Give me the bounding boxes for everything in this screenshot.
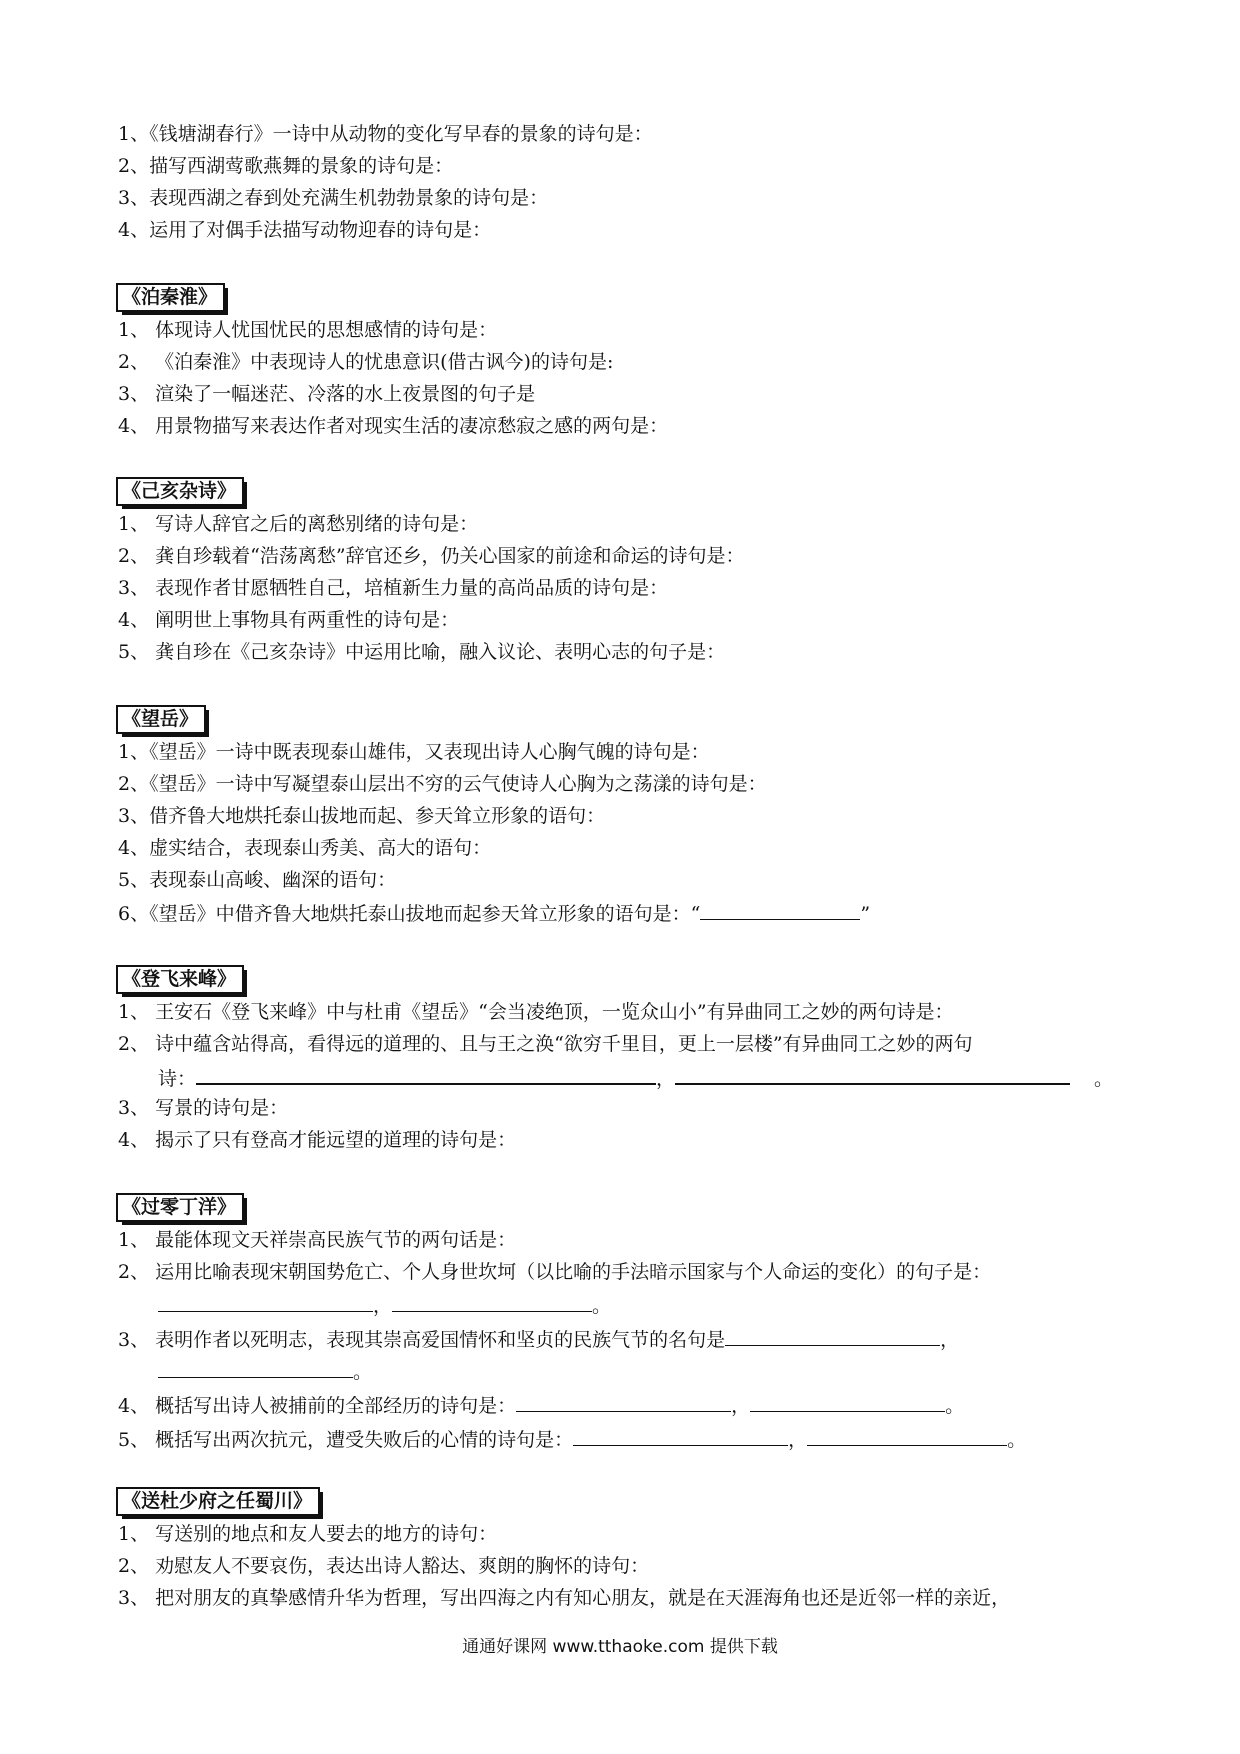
answer-blank[interactable] xyxy=(700,901,860,920)
question-line: 2、 诗中蕴含站得高，看得远的道理的、且与王之涣“欲穷千里目，更上一层楼”有异曲同工之妙的两句 xyxy=(118,1033,973,1055)
question-text: 诗： xyxy=(158,1068,197,1090)
question-text: 3、 表明作者以死明志，表现其崇高爱国情怀和坚贞的民族气节的名句是 xyxy=(118,1329,726,1351)
question-line xyxy=(118,1427,1026,1451)
question-line xyxy=(158,1065,1113,1090)
question-line: 4、 用景物描写来表达作者对现实生活的凄凉愁寂之感的两句是： xyxy=(118,415,669,437)
section-title: 《登飞来峰》 xyxy=(116,965,244,994)
question-line: 3、 表现作者甘愿牺牲自己，培植新生力量的高尚品质的诗句是： xyxy=(118,577,669,599)
question-line: 2、 运用比喻表现宋朝国势危亡、个人身世坎坷（以比喻的手法暗示国家与个人命运的变化）的句子是： xyxy=(118,1261,992,1283)
answer-blank[interactable] xyxy=(516,1393,731,1412)
question-line: 3、表现西湖之春到处充满生机勃勃景象的诗句是： xyxy=(118,187,549,209)
comma: ， xyxy=(373,1295,393,1317)
question-line: 3、借齐鲁大地烘托泰山拔地而起、参天耸立形象的语句： xyxy=(118,805,606,827)
period: 。 xyxy=(1094,1068,1114,1090)
comma: ， xyxy=(656,1068,676,1090)
answer-blank[interactable] xyxy=(158,1359,353,1378)
question-line: 1、 体现诗人忧国忧民的思想感情的诗句是： xyxy=(118,319,498,341)
question-line: 5、表现泰山高峻、幽深的语句： xyxy=(118,869,397,891)
period: 。 xyxy=(1007,1429,1027,1451)
close-quote: ” xyxy=(860,903,871,925)
question-line: 1、《钱塘湖春行》一诗中从动物的变化写早春的景象的诗句是： xyxy=(118,123,653,145)
section-title: 《过零丁洋》 xyxy=(116,1193,244,1222)
question-line: 2、描写西湖莺歌燕舞的景象的诗句是： xyxy=(118,155,454,177)
question-line: 1、 最能体现文天祥崇高民族气节的两句话是： xyxy=(118,1229,517,1251)
comma: ， xyxy=(731,1395,751,1417)
question-line: 1、 写送别的地点和友人要去的地方的诗句： xyxy=(118,1523,498,1545)
question-line: 5、 龚自珍在《己亥杂诗》中运用比喻，融入议论、表明心志的句子是： xyxy=(118,641,726,663)
question-line: 1、《望岳》一诗中既表现泰山雄伟，又表现出诗人心胸气魄的诗句是： xyxy=(118,741,710,763)
section-title: 《己亥杂诗》 xyxy=(116,477,244,506)
question-line xyxy=(158,1293,611,1317)
question-line: 2、《望岳》一诗中写凝望泰山层出不穷的云气使诗人心胸为之荡漾的诗句是： xyxy=(118,773,767,795)
question-text: 6、《望岳》中借齐鲁大地烘托泰山拔地而起参天耸立形象的语句是：“ xyxy=(118,903,701,925)
question-text: 5、 概括写出两次抗元，遭受失败后的心情的诗句是： xyxy=(118,1429,574,1451)
question-line: 2、 龚自珍载着“浩荡离愁”辞官还乡，仍关心国家的前途和命运的诗句是： xyxy=(118,545,745,567)
period: 。 xyxy=(353,1361,373,1383)
question-line: 1、 王安石《登飞来峰》中与杜甫《望岳》“会当凌绝顶，一览众山小”有异曲同工之妙的两句诗是： xyxy=(118,1001,954,1023)
answer-blank[interactable] xyxy=(573,1427,788,1446)
question-line: 2、 《泊秦淮》中表现诗人的忧患意识(借古讽今)的诗句是: xyxy=(118,351,614,373)
question-line: 1、 写诗人辞官之后的离愁别绪的诗句是： xyxy=(118,513,479,535)
question-line xyxy=(118,901,870,925)
question-line xyxy=(158,1359,372,1383)
question-line: 4、虚实结合，表现泰山秀美、高大的语句： xyxy=(118,837,492,859)
answer-blank[interactable] xyxy=(807,1427,1007,1446)
question-line xyxy=(118,1327,959,1351)
period: 。 xyxy=(945,1395,965,1417)
section-title: 《望岳》 xyxy=(116,705,206,734)
answer-blank[interactable] xyxy=(158,1293,373,1312)
answer-blank[interactable] xyxy=(392,1293,592,1312)
question-line xyxy=(118,1393,964,1417)
answer-blank[interactable] xyxy=(750,1393,945,1412)
question-line: 4、 揭示了只有登高才能远望的道理的诗句是： xyxy=(118,1129,517,1151)
question-line: 4、 阐明世上事物具有两重性的诗句是： xyxy=(118,609,460,631)
question-line: 3、 渲染了一幅迷茫、冷落的水上夜景图的句子是 xyxy=(118,383,536,405)
section-title: 《泊秦淮》 xyxy=(116,283,225,312)
comma: ， xyxy=(788,1429,808,1451)
question-line: 2、 劝慰友人不要哀伤，表达出诗人豁达、爽朗的胸怀的诗句： xyxy=(118,1555,650,1577)
answer-blank[interactable] xyxy=(725,1327,940,1346)
comma: ， xyxy=(940,1329,960,1351)
answer-blank[interactable] xyxy=(196,1065,656,1085)
period: 。 xyxy=(592,1295,612,1317)
answer-blank[interactable] xyxy=(675,1065,1070,1085)
question-text: 4、 概括写出诗人被捕前的全部经历的诗句是： xyxy=(118,1395,517,1417)
page-footer: 通通好课网 www.tthaoke.com 提供下载 xyxy=(462,1637,778,1657)
section-title: 《送杜少府之任蜀川》 xyxy=(116,1487,320,1516)
question-line: 4、运用了对偶手法描写动物迎春的诗句是： xyxy=(118,219,492,241)
question-line: 3、 把对朋友的真挚感情升华为哲理，写出四海之内有知心朋友，就是在天涯海角也还是近邻一样的亲近， xyxy=(118,1587,1011,1609)
question-line: 3、 写景的诗句是： xyxy=(118,1097,289,1119)
